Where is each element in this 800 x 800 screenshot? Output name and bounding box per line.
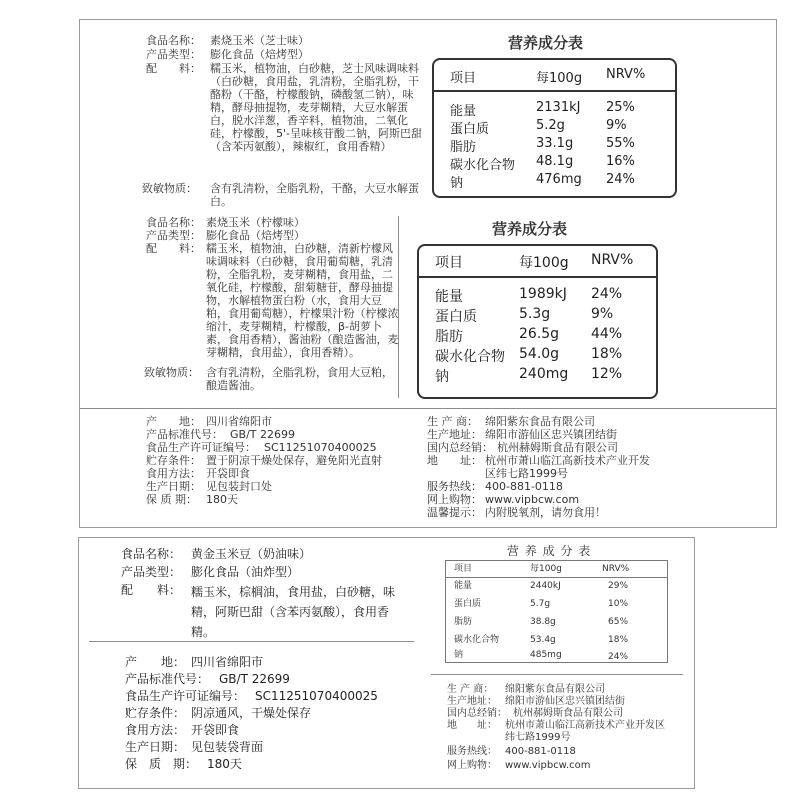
panel2-ingredients: 糯玉米，棕榈油，食用盐，白砂糖，味精，阿斯巴甜（含苯丙氨酸），食用香精。 (191, 585, 396, 639)
license-value: SC11251070400025 (264, 441, 377, 454)
nutrition-a-title: 营养成分表 (508, 34, 584, 52)
origin-label: 产 地： (146, 415, 201, 428)
nutrition-b-row-nrv: 44% (591, 326, 623, 342)
nutrition-a-row-value: 33.1g (536, 136, 574, 151)
panel2-nutrition-header-item: 项目 (454, 564, 473, 574)
product-b-name: 素烧玉米（柠檬味） (206, 216, 305, 229)
shelf-life-value: 180天 (206, 493, 238, 506)
standard-label: 产品标准代号： (146, 428, 223, 441)
panel2-nutrition-header-per100g: 每100g (530, 564, 562, 574)
nutrition-b-title: 营养成分表 (492, 220, 568, 238)
nutrition-a-header-nrv: NRV% (606, 67, 646, 82)
manufacturer-address-label: 生产地址： (427, 428, 482, 441)
nutrition-a-row-value: 2131kJ (536, 100, 581, 115)
panel2-nutrition-header-nrv: NRV% (602, 564, 630, 574)
panel2-type-label: 产品类型： (121, 565, 182, 579)
panel2-online-shop-value: www.vipbcw.com (505, 760, 591, 771)
notice-value: 内附脱氧剂，请勿食用！ (485, 506, 606, 519)
product-b-allergen-label: 致敏物质： (144, 366, 199, 379)
panel2-nutrition-table (445, 560, 668, 663)
nutrition-b-header-per100g: 每100g (519, 255, 569, 271)
nutrition-b-row-nrv: 18% (591, 346, 623, 362)
product-b-divider (398, 216, 399, 398)
panel2-nutrition-row-value: 38.8g (530, 617, 556, 627)
panel2-nutrition-row-item: 碳水化合物 (454, 635, 500, 645)
storage-label: 贮存条件： (146, 454, 201, 467)
nutrition-a-row-item: 脂肪 (450, 140, 477, 155)
panel2-nutrition-row-item: 钠 (454, 650, 464, 660)
nutrition-a-row-value: 5.2g (536, 118, 565, 133)
date-label: 生产日期： (146, 480, 201, 493)
panel2-ingredients-label: 配 料： (121, 583, 182, 597)
nutrition-b-row-value: 240mg (519, 366, 569, 382)
nutrition-b-row-value: 54.0g (519, 346, 560, 362)
nutrition-a-row-value: 476mg (536, 172, 582, 187)
distributor-value: 杭州赫姆斯食品有限公司 (497, 441, 618, 454)
panel2-nutrition-row-value: 2440kJ (530, 581, 561, 591)
panel2-manufacturer-address-value: 绵阳市游仙区忠兴镇团结街 (505, 696, 625, 707)
nutrition-a-row-nrv: 16% (606, 154, 635, 169)
nutrition-a-header-per100g: 每100g (536, 71, 583, 86)
nutrition-a-row-nrv: 9% (606, 118, 627, 133)
nutrition-a-row-item: 碳水化合物 (450, 158, 516, 173)
address-label: 地 址： (427, 454, 482, 467)
panel2-manufacturer-label: 生 产 商： (447, 684, 494, 695)
nutrition-b-row-value: 1989kJ (519, 286, 567, 302)
panel2-nutrition-row-nrv: 29% (608, 581, 629, 591)
panel2-nutrition-row-value: 53.4g (530, 635, 556, 645)
product-a-allergen-label: 致敏物质： (142, 182, 197, 195)
product-b-type-label: 产品类型： (146, 229, 201, 242)
panel2-standard-label: 产品标准代号： (125, 672, 210, 686)
product-a-ingredients: 糯玉米，植物油，白砂糖，芝士风味调味料（白砂糖，食用盐，乳清粉，全脂乳粉，干酪粉（干酪，柠檬酸钠，磷酸氢二钠），味精，酵母抽提物，麦芽糊精，大豆水解蛋白，脱水洋葱，香辛料，植物油，二氧化硅，柠檬酸，5'-呈味核苷酸二钠，阿斯巴甜（含苯丙氨酸），辣椒红，食用香精） (210, 62, 422, 153)
nutrition-b-row-item: 脂肪 (435, 329, 463, 345)
panel2-date-label: 生产日期： (125, 740, 186, 754)
panel2-storage-value: 阴凉通风，干燥处保存 (191, 706, 312, 720)
nutrition-b-table (417, 244, 658, 399)
nutrition-a-row-item: 蛋白质 (450, 122, 490, 137)
panel2-origin-label: 产 地： (125, 655, 186, 669)
nutrition-a-table (432, 58, 677, 198)
license-label: 食品生产许可证编号： (146, 441, 256, 454)
nutrition-b-row-value: 26.5g (519, 326, 560, 342)
nutrition-a-row-nrv: 25% (606, 100, 635, 115)
nutrition-b-row-item: 能量 (435, 289, 463, 305)
panel2-date-value: 见包装袋背面 (191, 740, 264, 754)
manufacturer-address-value: 绵阳市游仙区忠兴镇团结街 (485, 428, 617, 441)
nutrition-a-row-item: 能量 (450, 104, 477, 119)
panel2-distributor-label: 国内总经销： (447, 708, 507, 719)
nutrition-a-header-item: 项目 (450, 71, 477, 86)
hotline-label: 服务热线： (427, 480, 482, 493)
product-b-type: 膨化食品（焙烤型） (206, 229, 305, 242)
standard-value: GB/T 22699 (230, 428, 295, 441)
panel2-nutrition-row-item: 蛋白质 (454, 599, 482, 609)
nutrition-b-row-nrv: 24% (591, 286, 623, 302)
panel2-storage-label: 贮存条件： (125, 706, 186, 720)
nutrition-b-divider (419, 276, 656, 278)
panel2-hotline-value: 400-881-0118 (505, 746, 576, 757)
product-b-allergen: 含有乳清粉，全脂乳粉，食用大豆粕，酿造酱油。 (206, 366, 393, 392)
nutrition-b-row-nrv: 12% (591, 366, 623, 382)
date-value: 见包装封口处 (206, 480, 272, 493)
address-value: 杭州市萧山临江高新技术产业开发区纬七路1999号 (485, 454, 650, 480)
product-b-ingredients: 糯玉米，植物油，白砂糖，清新柠檬风味调味料（白砂糖，食用葡萄糖，乳清粉，全脂乳粉，麦芽糊精，食用盐，二氧化硅，柠檬酸，甜菊糖苷，酵母抽提物，水解植物蛋白粉（水，食用大豆粕，食用葡萄糖），柠檬果汁粉（柠檬浓缩汁，麦芽糊精，柠檬酸，β-胡萝卜素，食用香精），酱油粉（酿造酱油，麦芽糊精，食用盐），食用香精）。 (206, 242, 399, 359)
panel2-shelf-life-value: 180天 (207, 757, 242, 771)
nutrition-b-row-value: 5.3g (519, 306, 551, 322)
product-a-name-label: 食品名称： (146, 34, 201, 47)
nutrition-b-header-nrv: NRV% (591, 252, 634, 268)
nutrition-b-header-item: 项目 (435, 255, 463, 271)
panel2-name: 黄金玉米豆（奶油味） (191, 547, 312, 561)
panel2-nutrition-row-item: 能量 (454, 581, 473, 591)
panel2-hotline-label: 服务热线： (447, 746, 497, 757)
panel2-name-label: 食品名称： (121, 547, 182, 561)
panel2-license-label: 食品生产许可证编号： (125, 689, 246, 703)
panel2-type: 膨化食品（油炸型） (191, 565, 300, 579)
nutrition-a-row-nrv: 24% (606, 172, 635, 187)
nutrition-a-row-nrv: 55% (606, 136, 635, 151)
panel2-address-value: 杭州市萧山临江高新技术产业开发区纬七路1999号 (505, 720, 665, 743)
shelf-life-label: 保 质 期： (146, 493, 197, 506)
panel2-origin-value: 四川省绵阳市 (191, 655, 264, 669)
label-panel-top (79, 19, 777, 528)
nutrition-a-row-item: 钠 (450, 176, 464, 191)
hotline-value: 400-881-0118 (485, 480, 563, 493)
panel2-license-value: SC11251070400025 (255, 689, 378, 703)
nutrition-b-row-item: 碳水化合物 (435, 349, 505, 365)
panel2-nutrition-row-nrv: 10% (608, 599, 629, 609)
panel2-address-label: 地 址： (447, 720, 497, 731)
usage-value: 开袋即食 (206, 467, 250, 480)
panel2-standard-value: GB/T 22699 (219, 672, 290, 686)
notice-label: 温馨提示： (427, 506, 482, 519)
panel2-right-divider (431, 674, 683, 675)
usage-label: 食用方法： (146, 467, 201, 480)
online-shop-value: www.vipbcw.com (485, 493, 580, 506)
panel2-nutrition-row-value: 485mg (530, 650, 562, 660)
panel2-nutrition-row-item: 脂肪 (454, 617, 473, 627)
product-a-ingredients-label: 配 料： (146, 62, 201, 75)
panel2-nutrition-row-nrv: 18% (608, 635, 629, 645)
panel2-distributor-value: 杭州郝姆斯食品有限公司 (513, 708, 623, 719)
product-a-type: 膨化食品（焙烤型） (210, 48, 309, 61)
label-panel-bottom (78, 537, 695, 789)
panel2-nutrition-title: 营 养 成 分 表 (507, 544, 592, 558)
panel2-manufacturer-address-label: 生产地址： (447, 696, 497, 707)
online-shop-label: 网上购物： (427, 493, 482, 506)
product-a-name: 素烧玉米（芝士味） (210, 34, 309, 47)
origin-value: 四川省绵阳市 (206, 415, 272, 428)
nutrition-b-row-item: 钠 (435, 369, 449, 385)
distributor-label: 国内总经销： (427, 441, 493, 454)
panel2-shelf-life-label: 保 质 期： (125, 757, 198, 771)
product-a-allergen: 含有乳清粉，全脂乳粉，干酪，大豆水解蛋白。 (210, 182, 419, 208)
panel2-nutrition-row-nrv: 65% (608, 617, 629, 627)
nutrition-b-row-nrv: 9% (591, 306, 614, 322)
panel2-nutrition-row-nrv: 24% (608, 652, 629, 662)
nutrition-a-divider (434, 90, 675, 92)
nutrition-b-row-item: 蛋白质 (435, 309, 477, 325)
panel2-online-shop-label: 网上购物： (447, 760, 497, 771)
product-b-name-label: 食品名称： (146, 216, 201, 229)
panel1-section-divider (80, 408, 776, 409)
manufacturer-value: 绵阳紫东食品有限公司 (485, 415, 595, 428)
manufacturer-label: 生 产 商： (427, 415, 478, 428)
panel2-manufacturer-value: 绵阳紫东食品有限公司 (505, 684, 605, 695)
panel2-usage-label: 食用方法： (125, 723, 186, 737)
panel2-usage-value: 开袋即食 (191, 723, 240, 737)
panel2-left-divider (89, 641, 414, 642)
product-a-type-label: 产品类型： (146, 48, 201, 61)
panel2-nutrition-row-value: 5.7g (530, 599, 551, 609)
nutrition-a-row-value: 48.1g (536, 154, 574, 169)
product-b-ingredients-label: 配 料： (146, 242, 201, 255)
panel2-nutrition-divider (446, 577, 667, 578)
storage-value: 置于阴凉干燥处保存，避免阳光直射 (206, 454, 382, 467)
